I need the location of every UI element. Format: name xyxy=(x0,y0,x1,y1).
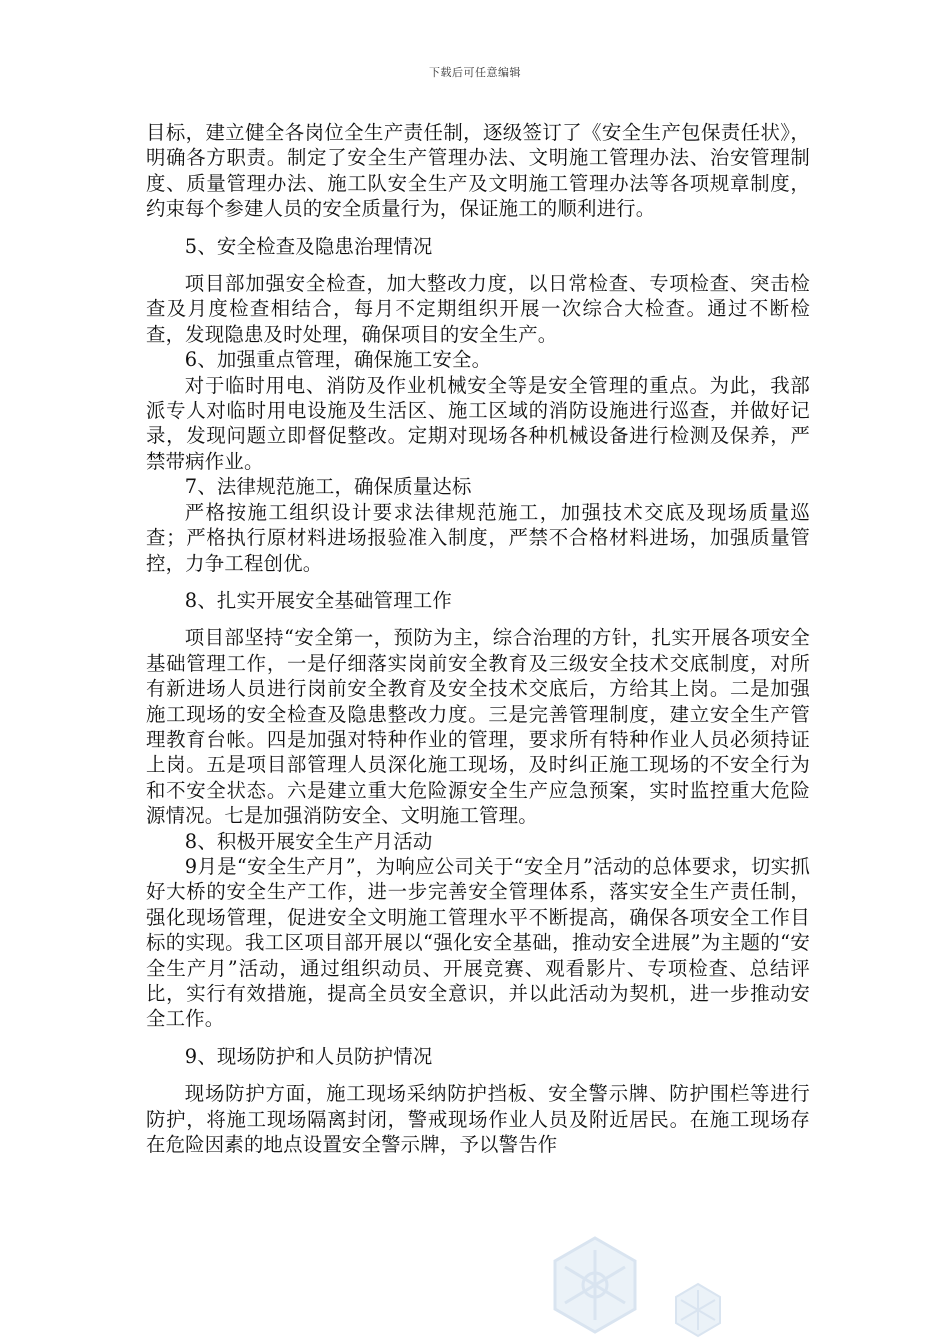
section-heading-5: 5、安全检查及隐患治理情况 xyxy=(184,234,433,258)
paragraph-basic-management: 项目部坚持“安全第一，预防为主，综合治理的方针，扎实开展各项安全基础管理工作，一是仔细落实岗前安全教育及三级安全技术交底制度，对所有新进场人员进行岗前安全教育及安全技术交底后，方给其上岗。二是加强施工现场的安全检查及隐患整改力度。三是完善管理制度，建立安全生产管理教育台帐。四是加强对特种作业的管理，要求所有特种作业人员必须持证上岗。五是项目部管理人员深化施工现场，及时纠正施工现场的不安全行为和不安全状态。六是建立重大危险源安全生产应急预案，实时监控重大危险源情况。七是加强消防安全、文明施工管理。 xyxy=(146,626,810,828)
paragraph-key-management: 对于临时用电、消防及作业机械安全等是安全管理的重点。为此，我部派专人对临时用电设施及生活区、施工区域的消防设施进行巡查，并做好记录，发现问题立即督促整改。定期对现场各种机械设备进行检测及保养，严禁带病作业。 xyxy=(146,373,810,473)
snowflake-watermark-icon xyxy=(540,1230,650,1340)
section-heading-6: 6、加强重点管理，确保施工安全。 xyxy=(184,348,492,372)
paragraph-site-protection: 现场防护方面，施工现场采纳防护挡板、安全警示牌、防护围栏等进行防护，将施工现场隔离封闭，警戒现场作业人员及附近居民。在施工现场存在危险因素的地点设置安全警示牌，予以警告作 xyxy=(146,1082,810,1157)
paragraph-intro: 目标，建立健全各岗位全生产责任制，逐级签订了《安全生产包保责任状》，明确各方职责。制定了安全生产管理办法、文明施工管理办法、治安管理制度、质量管理办法、施工队安全生产及文明施工管理办法等各项规章制度，约束每个参建人员的安全质量行为，保证施工的顺利进行。 xyxy=(146,121,810,221)
paragraph-safety-inspection: 项目部加强安全检查，加大整改力度，以日常检查、专项检查、突击检查及月度检查相结合，每月不定期组织开展一次综合大检查。通过不断检查，发现隐患及时处理，确保项目的安全生产。 xyxy=(146,272,810,346)
section-heading-9: 9、现场防护和人员防护情况 xyxy=(184,1044,433,1068)
page-header: 下载后可任意编辑 xyxy=(429,66,521,79)
snowflake-watermark-small-icon xyxy=(668,1280,728,1340)
section-heading-7: 7、法律规范施工，确保质量达标 xyxy=(184,475,472,499)
document-body xyxy=(146,120,810,1157)
paragraph-safety-month: 9月是“安全生产月”，为响应公司关于“安全月”活动的总体要求，切实抓好大桥的安全生产工作，进一步完善安全管理体系，落实安全生产责任制，强化现场管理，促进安全文明施工管理水平不断提高，确保各项安全工作目标的实现。我工区项目部开展以“强化安全基础，推动安全进展”为主题的“安全生产月”活动，通过组织动员、开展竞赛、观看影片、专项检查、总结评比，实行有效措施，提高全员安全意识，并以此活动为契机，进一步推动安全工作。 xyxy=(146,854,810,1031)
paragraph-quality: 严格按施工组织设计要求法律规范施工，加强技术交底及现场质量巡查；严格执行原材料进场报验准入制度，严禁不合格材料进场，加强质量管控，力争工程创优。 xyxy=(146,500,810,575)
section-heading-8b: 8、积极开展安全生产月活动 xyxy=(184,829,433,853)
section-heading-8a: 8、扎实开展安全基础管理工作 xyxy=(184,588,453,612)
